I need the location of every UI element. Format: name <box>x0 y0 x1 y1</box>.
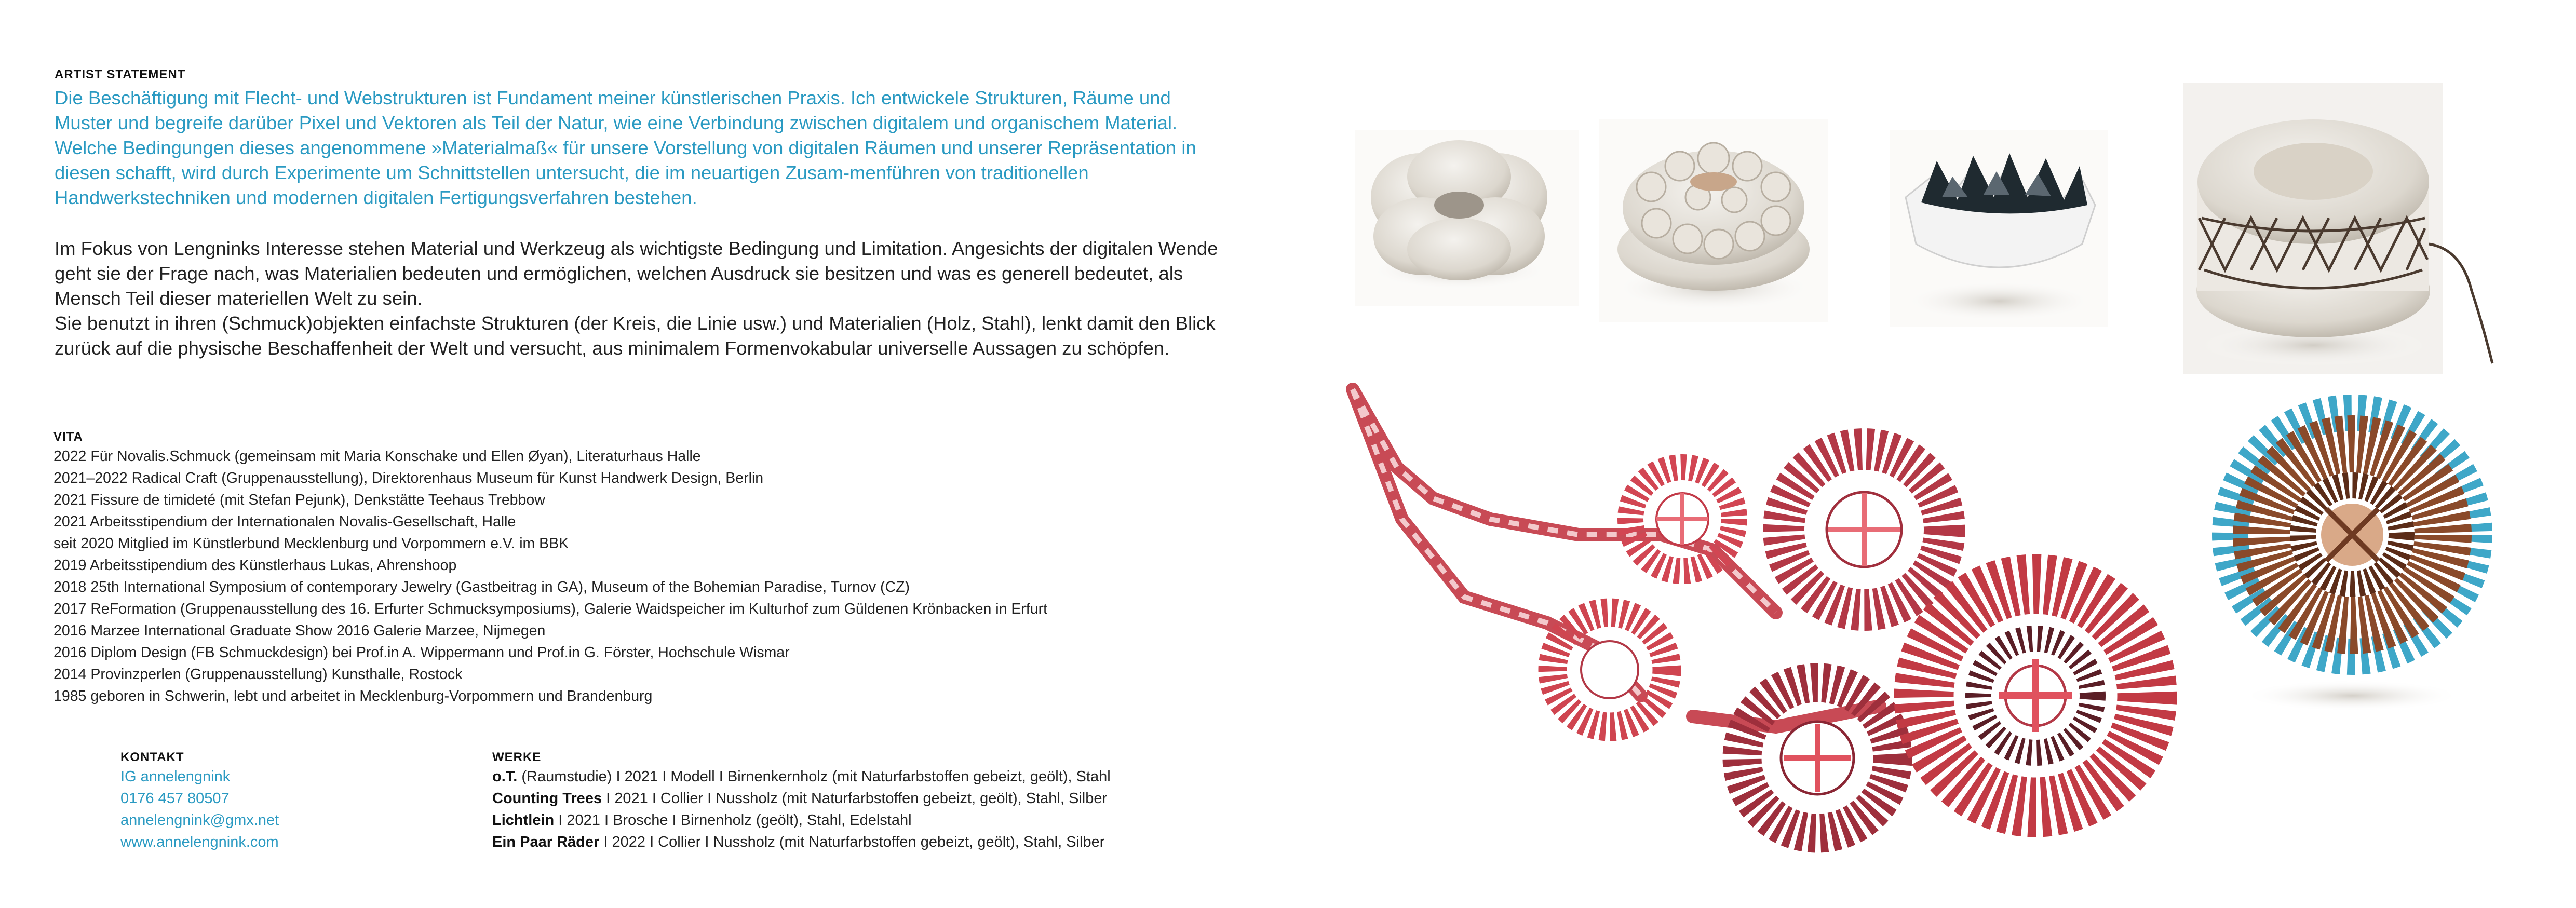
wheel-medallion <box>1630 467 1734 571</box>
sculpture-photo-3 <box>1890 130 2108 327</box>
work-title: o.T. <box>492 768 518 785</box>
vita-entry: 2021 Fissure de timideté (mit Stefan Pejunk), Denkstätte Teehaus Trebbow <box>53 492 545 508</box>
vita-entry: 2019 Arbeitsstipendium des Künstlerhaus Lukas, Ahrenshoop <box>53 557 457 574</box>
sculpture-photo-2 <box>1599 119 1828 322</box>
work-details: I 2021 I Collier I Nussholz (mit Naturfarbstoffen gebeizt, geölt), Stahl, Silber <box>602 790 1108 807</box>
vita-heading: VITA <box>53 430 83 444</box>
work-details: (Raumstudie) I 2021 I Modell I Birnenkernholz (mit Naturfarbstoffen gebeizt, geölt), Stahl <box>517 768 1111 785</box>
phone-link[interactable]: 0176 457 80507 <box>120 790 230 807</box>
vita-entry: seit 2020 Mitglied im Künstlerbund Mecklenburg und Vorpommern e.V. im BBK <box>53 535 569 552</box>
vita-entry: 2022 Für Novalis.Schmuck (gemeinsam mit Maria Konschake und Ellen Øyan), Literaturhaus Halle <box>53 448 701 465</box>
vita-entry: 2018 25th International Symposium of contemporary Jewelry (Gastbeitrag in GA), Museum of the Bohemian Paradise, Turnov (CZ) <box>53 579 910 595</box>
artist-statement-heading: ARTIST STATEMENT <box>55 67 186 82</box>
work-details: I 2021 I Brosche I Birnenholz (geölt), Stahl, Edelstahl <box>554 812 912 829</box>
necklace-photo <box>1353 389 2147 833</box>
sculpture-photo-1 <box>1355 130 1579 306</box>
work-title: Counting Trees <box>492 790 602 807</box>
focus-paragraph-1: Im Fokus von Lengninks Interesse stehen Material und Werkzeug als wichtigste Bedingung und Limitation. Angesichts der digitalen Wende geht sie der Frage nach, was Materialien bedeuten und ermöglichen, welchen Ausdruck sie besitzen und was es generell bedeutet, als Mensch Teil dieser materiellen Welt zu sein. <box>55 238 1218 309</box>
wheel-medallion <box>1784 449 1945 610</box>
focus-paragraph-2: Sie benutzt in ihren (Schmuck)objekten einfachste Strukturen (der Kreis, die Linie usw.) und Materialien (Holz, Stahl), lenkt damit den Blick zurück auf die physische Beschaffenheit der Welt und versucht, aus minimalem Formenvokabular universelle Aussagen zu schöpfen. <box>55 313 1216 359</box>
vita-entry: 1985 geboren in Schwerin, lebt und arbeitet in Mecklenburg-Vorpommern und Brandenburg <box>53 688 653 704</box>
contact-heading: KONTAKT <box>120 750 184 764</box>
sculpture-photo-4 <box>2183 83 2492 374</box>
work-details: I 2022 I Collier I Nussholz (mit Naturfarbstoffen gebeizt, geölt), Stahl, Silber <box>599 834 1105 850</box>
vita-entry: 2017 ReFormation (Gruppenausstellung des 16. Erfurter Schmucksymposiums), Galerie Waidspeicher im Kulturhof zum Güldenen Krönbacken in Erfurt <box>53 601 1048 617</box>
email-link[interactable]: annelengnink@gmx.net <box>120 812 279 829</box>
brooch-photo <box>2230 413 2474 711</box>
vita-entry: 2014 Provinzperlen (Gruppenausstellung) Kunsthalle, Rostock <box>53 666 463 683</box>
work-title: Ein Paar Räder <box>492 834 600 850</box>
vita-entry: 2021–2022 Radical Craft (Gruppenausstellung), Direktorenhaus Museum für Kunst Handwerk Design, Berlin <box>53 470 764 486</box>
instagram-link[interactable]: IG annelengnink <box>120 768 231 785</box>
vita-entry: 2016 Diplom Design (FB Schmuckdesign) bei Prof.in A. Wippermann und Prof.in G. Förster, Hochschule Wismar <box>53 644 790 661</box>
artist-statement-lead: Die Beschäftigung mit Flecht- und Webstrukturen ist Fundament meiner künstlerischen Praxis. Ich entwickele Strukturen, Räume und Muster und begreife darüber Pixel und Vektoren als Teil der Natur, wie eine Verbindung zwischen digitalem und organischem Material. Welche Bedingungen dieses angenommene »Materialmaß« für unsere Vorstellung von digitalen Räumen und unserer Repräsentation in diesen schafft, wird durch Experimente um Schnittstellen untersucht, die im neuartigen Zusam-menführen von traditionellen Handwerkstechniken und modernen digitalen Fertigungsverfahren bestehen. <box>55 87 1196 208</box>
work-title: Lichtlein <box>492 812 555 829</box>
vita-entry: 2021 Arbeitsstipendium der Internationalen Novalis-Gesellschaft, Halle <box>53 513 516 530</box>
wheel-medallion <box>1924 584 2147 807</box>
website-link[interactable]: www.annelengnink.com <box>120 834 279 850</box>
works-heading: WERKE <box>492 750 542 764</box>
vita-entry: 2016 Marzee International Graduate Show 2016 Galerie Marzee, Nijmegen <box>53 622 546 639</box>
